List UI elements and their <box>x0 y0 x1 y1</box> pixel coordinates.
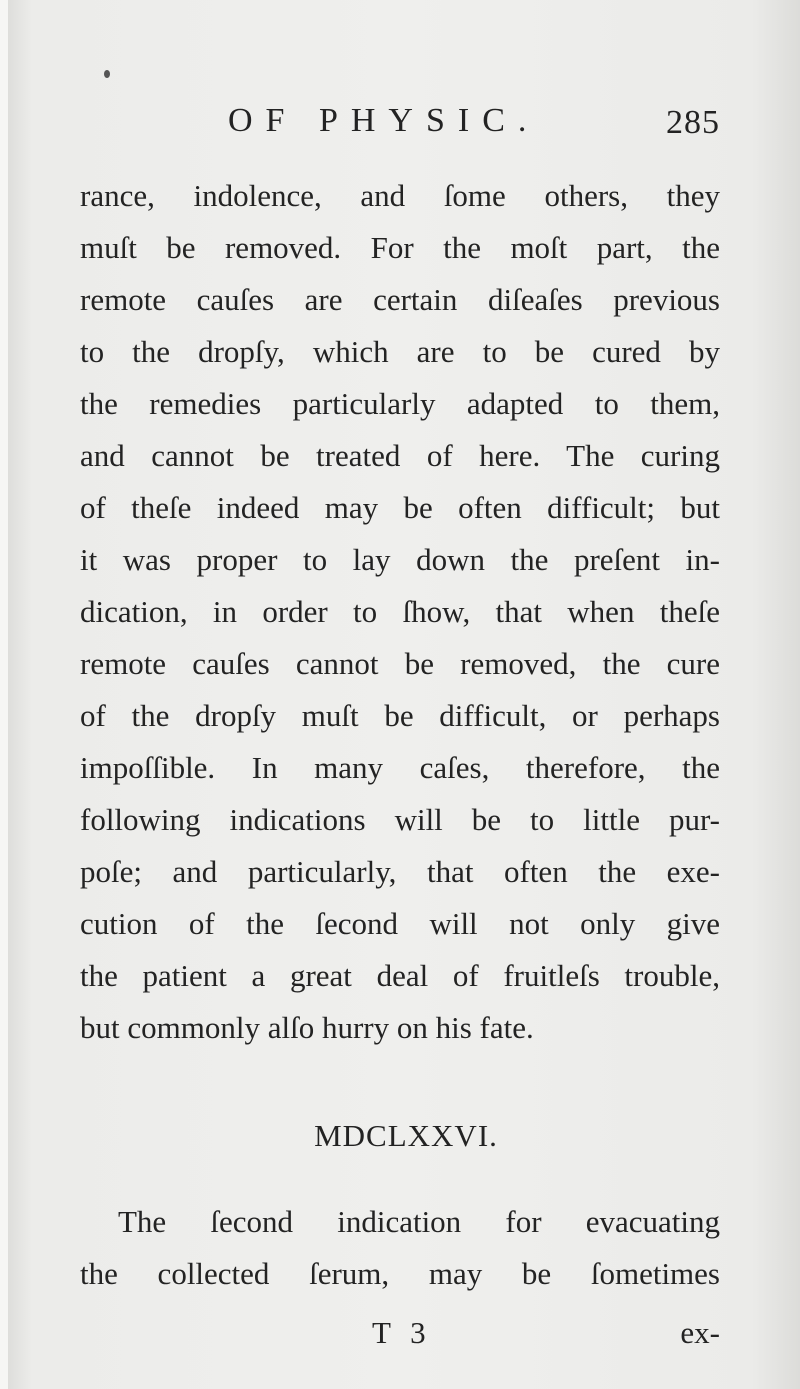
text-line: it was proper to lay down the preſent in- <box>80 542 720 577</box>
text-line: muſt be removed. For the moſt part, the <box>80 230 720 265</box>
catchword: ex- <box>680 1315 720 1350</box>
ink-speck <box>104 70 110 78</box>
text-line: dication, in order to ſhow, that when theſe <box>80 594 720 629</box>
page-number: 285 <box>666 104 720 141</box>
text-line: of theſe indeed may be often difficult; but <box>80 490 720 525</box>
text-line: the collected ſerum, may be ſometimes <box>80 1256 720 1291</box>
text-line: the patient a great deal of fruitleſs trouble, <box>80 958 720 993</box>
text-line: to the dropſy, which are to be cured by <box>80 334 720 369</box>
running-title: OF PHYSIC. <box>228 102 540 139</box>
text-line: The ſecond indication for evacuating <box>118 1204 720 1239</box>
signature-mark: T 3 <box>372 1315 432 1350</box>
page-edge <box>0 0 8 1389</box>
text-line: following indications will be to little pur- <box>80 802 720 837</box>
text-line: but commonly alſo hurry on his fate. <box>80 1010 534 1045</box>
section-paragraph <box>80 1196 720 1300</box>
section-number: MDCLXXVI. <box>314 1118 498 1153</box>
text-line: remote cauſes are certain diſeaſes previous <box>80 282 720 317</box>
text-line: cution of the ſecond will not only give <box>80 906 720 941</box>
text-line: poſe; and particularly, that often the exe- <box>80 854 720 889</box>
running-head <box>80 96 720 146</box>
body-paragraph <box>80 170 720 1054</box>
text-line: impoſſible. In many caſes, therefore, the <box>80 750 720 785</box>
text-line: and cannot be treated of here. The curing <box>80 438 720 473</box>
text-line: remote cauſes cannot be removed, the cure <box>80 646 720 681</box>
text-line: rance, indolence, and ſome others, they <box>80 178 720 213</box>
text-line: the remedies particularly adapted to them, <box>80 386 720 421</box>
text-line: of the dropſy muſt be difficult, or perhaps <box>80 698 720 733</box>
